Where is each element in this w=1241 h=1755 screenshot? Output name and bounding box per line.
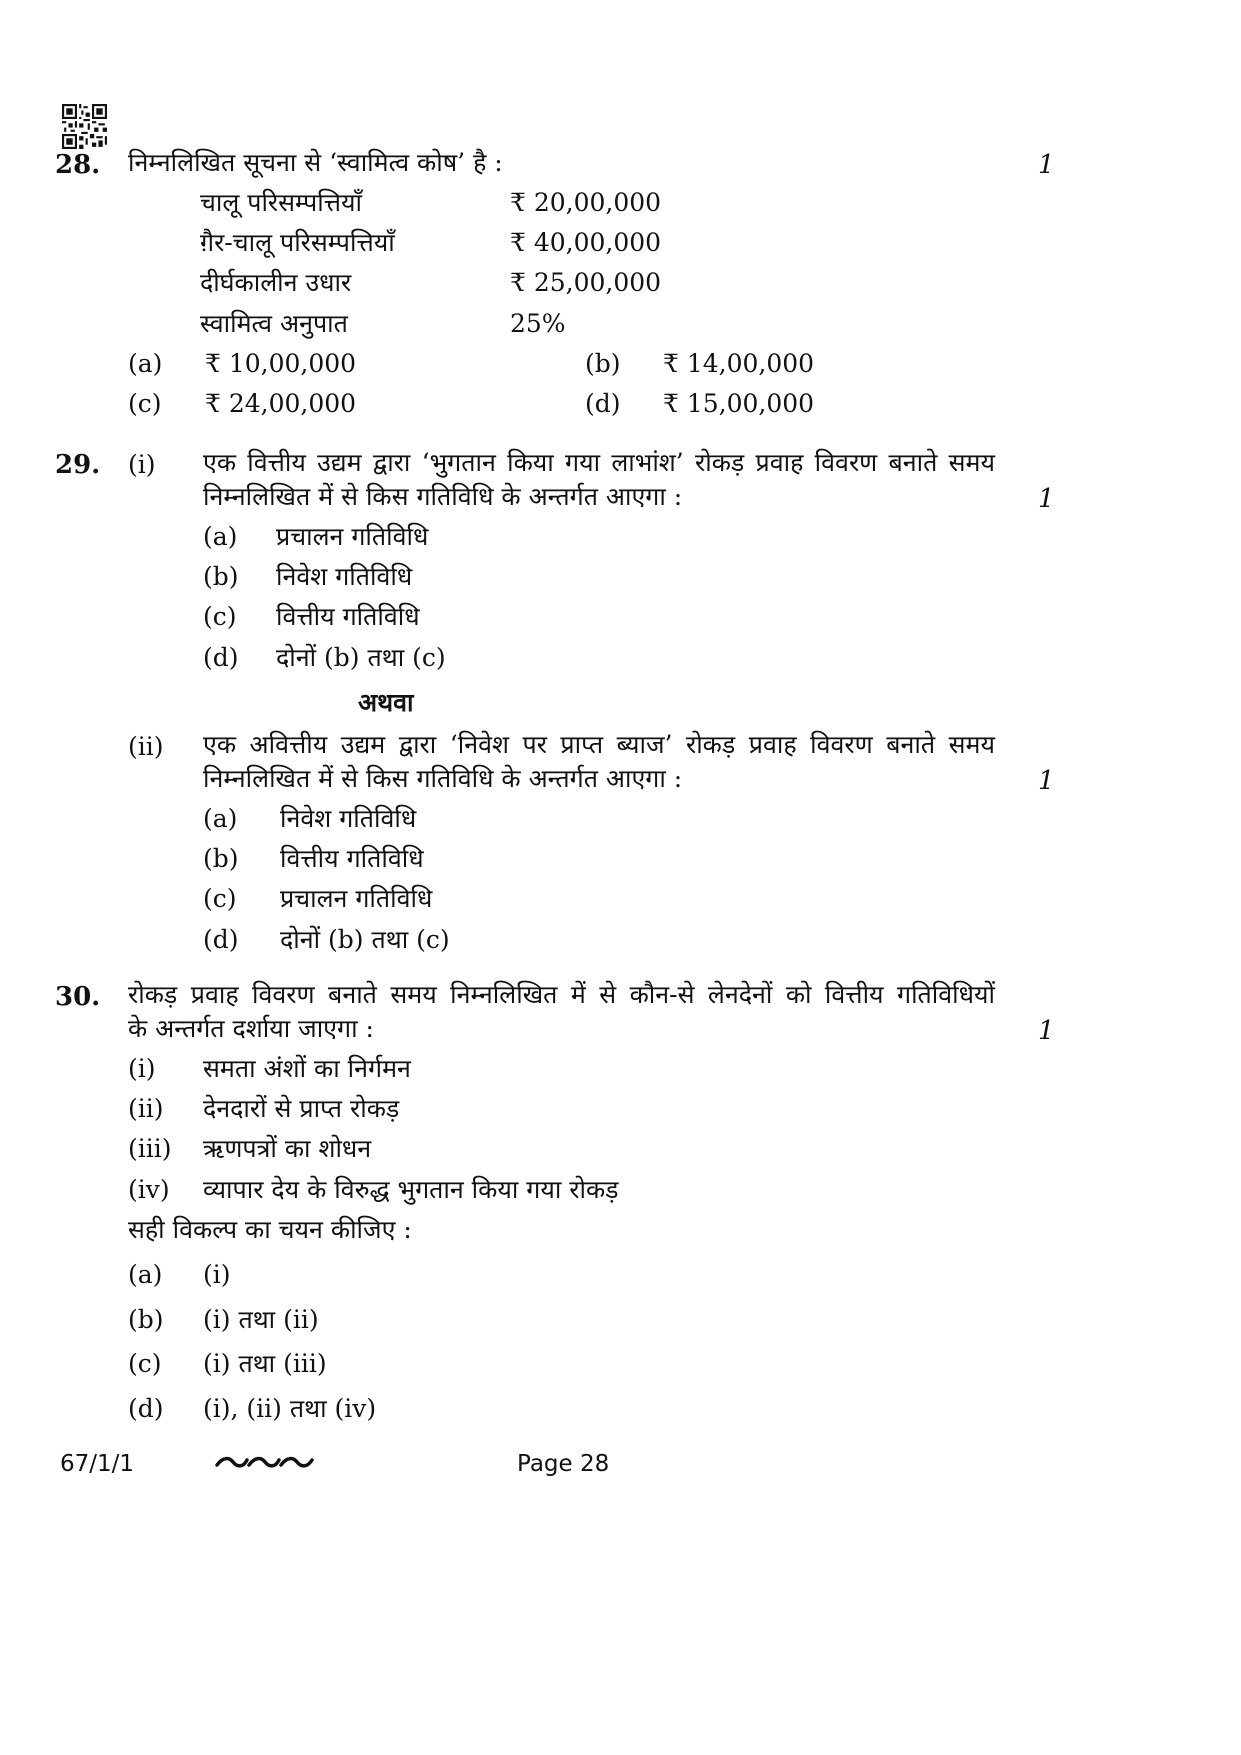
option-key: (b) xyxy=(128,1305,164,1334)
item-text: देनदारों से प्राप्त रोकड़ xyxy=(203,1094,400,1123)
option-text: दोनों (b) तथा (c) xyxy=(276,643,446,672)
option-text: ₹ 14,00,000 xyxy=(663,349,815,378)
question-text-line: एक वित्तीय उद्यम द्वारा ‘भुगतान किया गया लाभांश’ रोकड़ प्रवाह विवरण बनाते समय xyxy=(203,448,995,477)
item-key: (iv) xyxy=(128,1175,170,1204)
option-text: प्रचालन गतिविधि xyxy=(276,522,429,551)
option-key: (a) xyxy=(128,349,163,378)
data-label: ग़ैर-चालू परिसम्पत्तियाँ xyxy=(200,228,395,257)
item-text: व्यापार देय के विरुद्ध भुगतान किया गया रोकड़ xyxy=(203,1175,619,1204)
option-text: दोनों (b) तथा (c) xyxy=(280,925,450,954)
page-number: Page 28 xyxy=(517,1451,610,1477)
marks: 1 xyxy=(1038,766,1055,796)
item-key: (i) xyxy=(128,1054,156,1083)
part-key: (i) xyxy=(128,450,156,479)
data-value: ₹ 20,00,000 xyxy=(510,188,662,217)
option-key: (c) xyxy=(128,1349,162,1378)
option-text: प्रचालन गतिविधि xyxy=(280,884,433,913)
question-number: 28. xyxy=(55,150,101,180)
question-number: 30. xyxy=(55,982,101,1012)
or-label: अथवा xyxy=(358,688,414,717)
data-value: 25% xyxy=(510,309,566,338)
paper-code: 67/1/1 xyxy=(60,1451,135,1477)
option-text: (i) xyxy=(203,1260,231,1289)
item-key: (iii) xyxy=(128,1134,172,1163)
option-text: ₹ 15,00,000 xyxy=(663,389,815,418)
option-key: (d) xyxy=(128,1394,164,1423)
question-text-line: रोकड़ प्रवाह विवरण बनाते समय निम्नलिखित में से कौन-से लेनदेनों को वित्तीय गतिविधियों xyxy=(128,980,995,1009)
option-key: (a) xyxy=(203,804,238,833)
option-text: वित्तीय गतिविधि xyxy=(276,602,420,631)
option-key: (b) xyxy=(203,562,239,591)
item-text: समता अंशों का निर्गमन xyxy=(203,1054,411,1083)
data-value: ₹ 40,00,000 xyxy=(510,228,662,257)
marks: 1 xyxy=(1038,484,1055,514)
item-text: ऋणपत्रों का शोधन xyxy=(203,1134,372,1163)
option-text: ₹ 24,00,000 xyxy=(205,389,357,418)
question-text-line: निम्नलिखित में से किस गतिविधि के अन्तर्गत आएगा : xyxy=(203,764,683,793)
data-label: दीर्घकालीन उधार xyxy=(200,268,352,297)
option-key: (b) xyxy=(585,349,621,378)
question-text-line: के अन्तर्गत दर्शाया जाएगा : xyxy=(128,1014,374,1043)
option-key: (c) xyxy=(203,884,237,913)
option-key: (c) xyxy=(203,602,237,631)
marks: 1 xyxy=(1038,1016,1055,1046)
question-text: निम्नलिखित सूचना से ‘स्वामित्व कोष’ है : xyxy=(128,148,503,177)
data-value: ₹ 25,00,000 xyxy=(510,268,662,297)
option-key: (c) xyxy=(128,389,162,418)
option-text: वित्तीय गतिविधि xyxy=(280,844,424,873)
data-label: चालू परिसम्पत्तियाँ xyxy=(200,188,362,217)
question-text-line: एक अवित्तीय उद्यम द्वारा ‘निवेश पर प्राप्त ब्याज’ रोकड़ प्रवाह विवरण बनाते समय xyxy=(203,730,995,759)
option-text: (i) तथा (ii) xyxy=(203,1305,319,1334)
question-text-line: निम्नलिखित में से किस गतिविधि के अन्तर्गत आएगा : xyxy=(203,482,683,511)
option-text: निवेश गतिविधि xyxy=(276,562,413,591)
option-key: (a) xyxy=(203,522,238,551)
marks: 1 xyxy=(1038,150,1055,180)
tilde-ornament-icon xyxy=(215,1455,315,1471)
option-key: (d) xyxy=(585,389,621,418)
option-key: (a) xyxy=(128,1260,163,1289)
item-key: (ii) xyxy=(128,1094,164,1123)
option-key: (d) xyxy=(203,925,239,954)
question-number: 29. xyxy=(55,450,101,480)
instruction-text: सही विकल्प का चयन कीजिए : xyxy=(128,1215,412,1244)
option-key: (d) xyxy=(203,643,239,672)
qr-code xyxy=(62,104,107,149)
option-text: निवेश गतिविधि xyxy=(280,804,417,833)
option-key: (b) xyxy=(203,844,239,873)
option-text: (i), (ii) तथा (iv) xyxy=(203,1394,377,1423)
part-key: (ii) xyxy=(128,732,164,761)
option-text: ₹ 10,00,000 xyxy=(205,349,357,378)
option-text: (i) तथा (iii) xyxy=(203,1349,327,1378)
data-label: स्वामित्व अनुपात xyxy=(200,309,348,338)
